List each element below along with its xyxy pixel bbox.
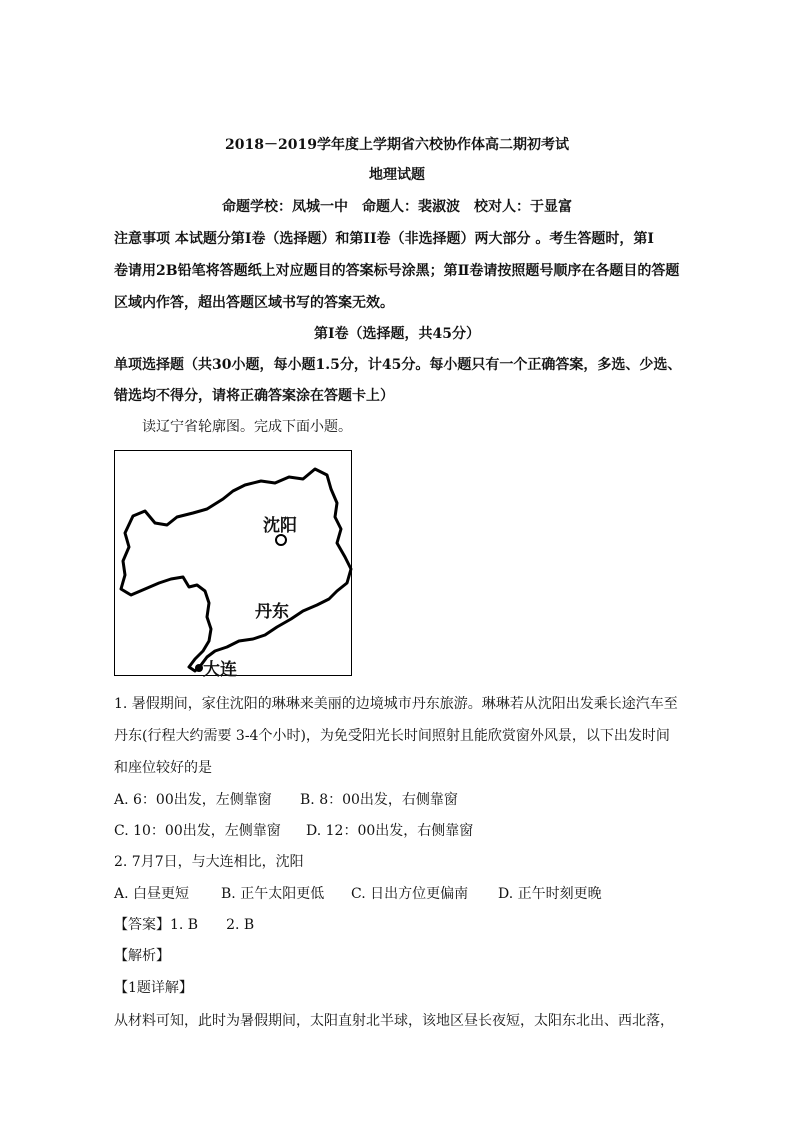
notice-line-1: 注意事项 本试题分第Ⅰ卷（选择题）和第II卷（非选择题）两大部分 。考生答题时，第Ⅰ bbox=[114, 231, 654, 247]
map-label-dandong: 丹东 bbox=[255, 602, 289, 622]
q2-stem: 2. 7月7日，与大连相比，沈阳 bbox=[114, 854, 304, 870]
q2-option-d: D. 正午时刻更晚 bbox=[498, 886, 602, 902]
q1-option-a: A. 6：00出发，左侧靠窗 bbox=[114, 792, 272, 808]
q1-stem-line-3: 和座位较好的是 bbox=[114, 760, 212, 776]
exam-title: 2018－2019学年度上学期省六校协作体高二期初考试 bbox=[225, 137, 569, 153]
map-label-dalian: 大连 bbox=[203, 660, 237, 680]
q1-option-b: B. 8：00出发，右侧靠窗 bbox=[300, 792, 458, 808]
q1-option-c: C. 10：00出发，左侧靠窗 bbox=[114, 823, 281, 839]
map-label-shenyang: 沈阳 bbox=[263, 516, 297, 536]
map-intro: 读辽宁省轮廓图。完成下面小题。 bbox=[142, 419, 352, 435]
q1-option-d: D. 12：00出发，右侧靠窗 bbox=[306, 823, 474, 839]
q2-option-a: A. 白昼更短 bbox=[114, 886, 190, 902]
section-instruction-1: 单项选择题（共30小题，每小题1.5分，计45分。每小题只有一个正确答案，多选、少选、 bbox=[114, 357, 682, 373]
section-title: 第Ⅰ卷（选择题，共45分） bbox=[313, 326, 481, 342]
q1-stem-line-2: 丹东(行程大约需要 3-4个小时)，为免受阳光长时间照射且能欣赏窗外风景，以下出发时间 bbox=[114, 728, 670, 744]
province-outline-shape bbox=[115, 451, 353, 677]
detail-heading-1: 【1题详解】 bbox=[114, 980, 193, 996]
notice-line-3: 区域内作答，超出答题区域书写的答案无效。 bbox=[114, 295, 394, 311]
analysis-heading: 【解析】 bbox=[114, 948, 170, 964]
explanation-text-1: 从材料可知，此时为暑假期间，太阳直射北半球，该地区昼长夜短，太阳东北出、西北落， bbox=[114, 1013, 674, 1029]
answer-line: 【答案】1. B 2. B bbox=[114, 917, 255, 933]
q2-option-b: B. 正午太阳更低 bbox=[221, 886, 325, 902]
q2-option-c: C. 日出方位更偏南 bbox=[351, 886, 469, 902]
authors-line: 命题学校：凤城一中 命题人：裴淑波 校对人：于显富 bbox=[222, 199, 572, 215]
q1-stem-line-1: 1. 暑假期间，家住沈阳的琳琳来美丽的边境城市丹东旅游。琳琳若从沈阳出发乘长途汽车至 bbox=[114, 696, 678, 712]
section-instruction-2: 错选均不得分，请将正确答案涂在答题卡上） bbox=[114, 388, 394, 404]
notice-line-2: 卷请用2B铅笔将答题纸上对应题目的答案标号涂黑；第Ⅱ卷请按照题号顺序在各题目的答题 bbox=[114, 263, 680, 279]
liaoning-outline-map bbox=[114, 450, 352, 680]
subject-title: 地理试题 bbox=[369, 167, 425, 183]
